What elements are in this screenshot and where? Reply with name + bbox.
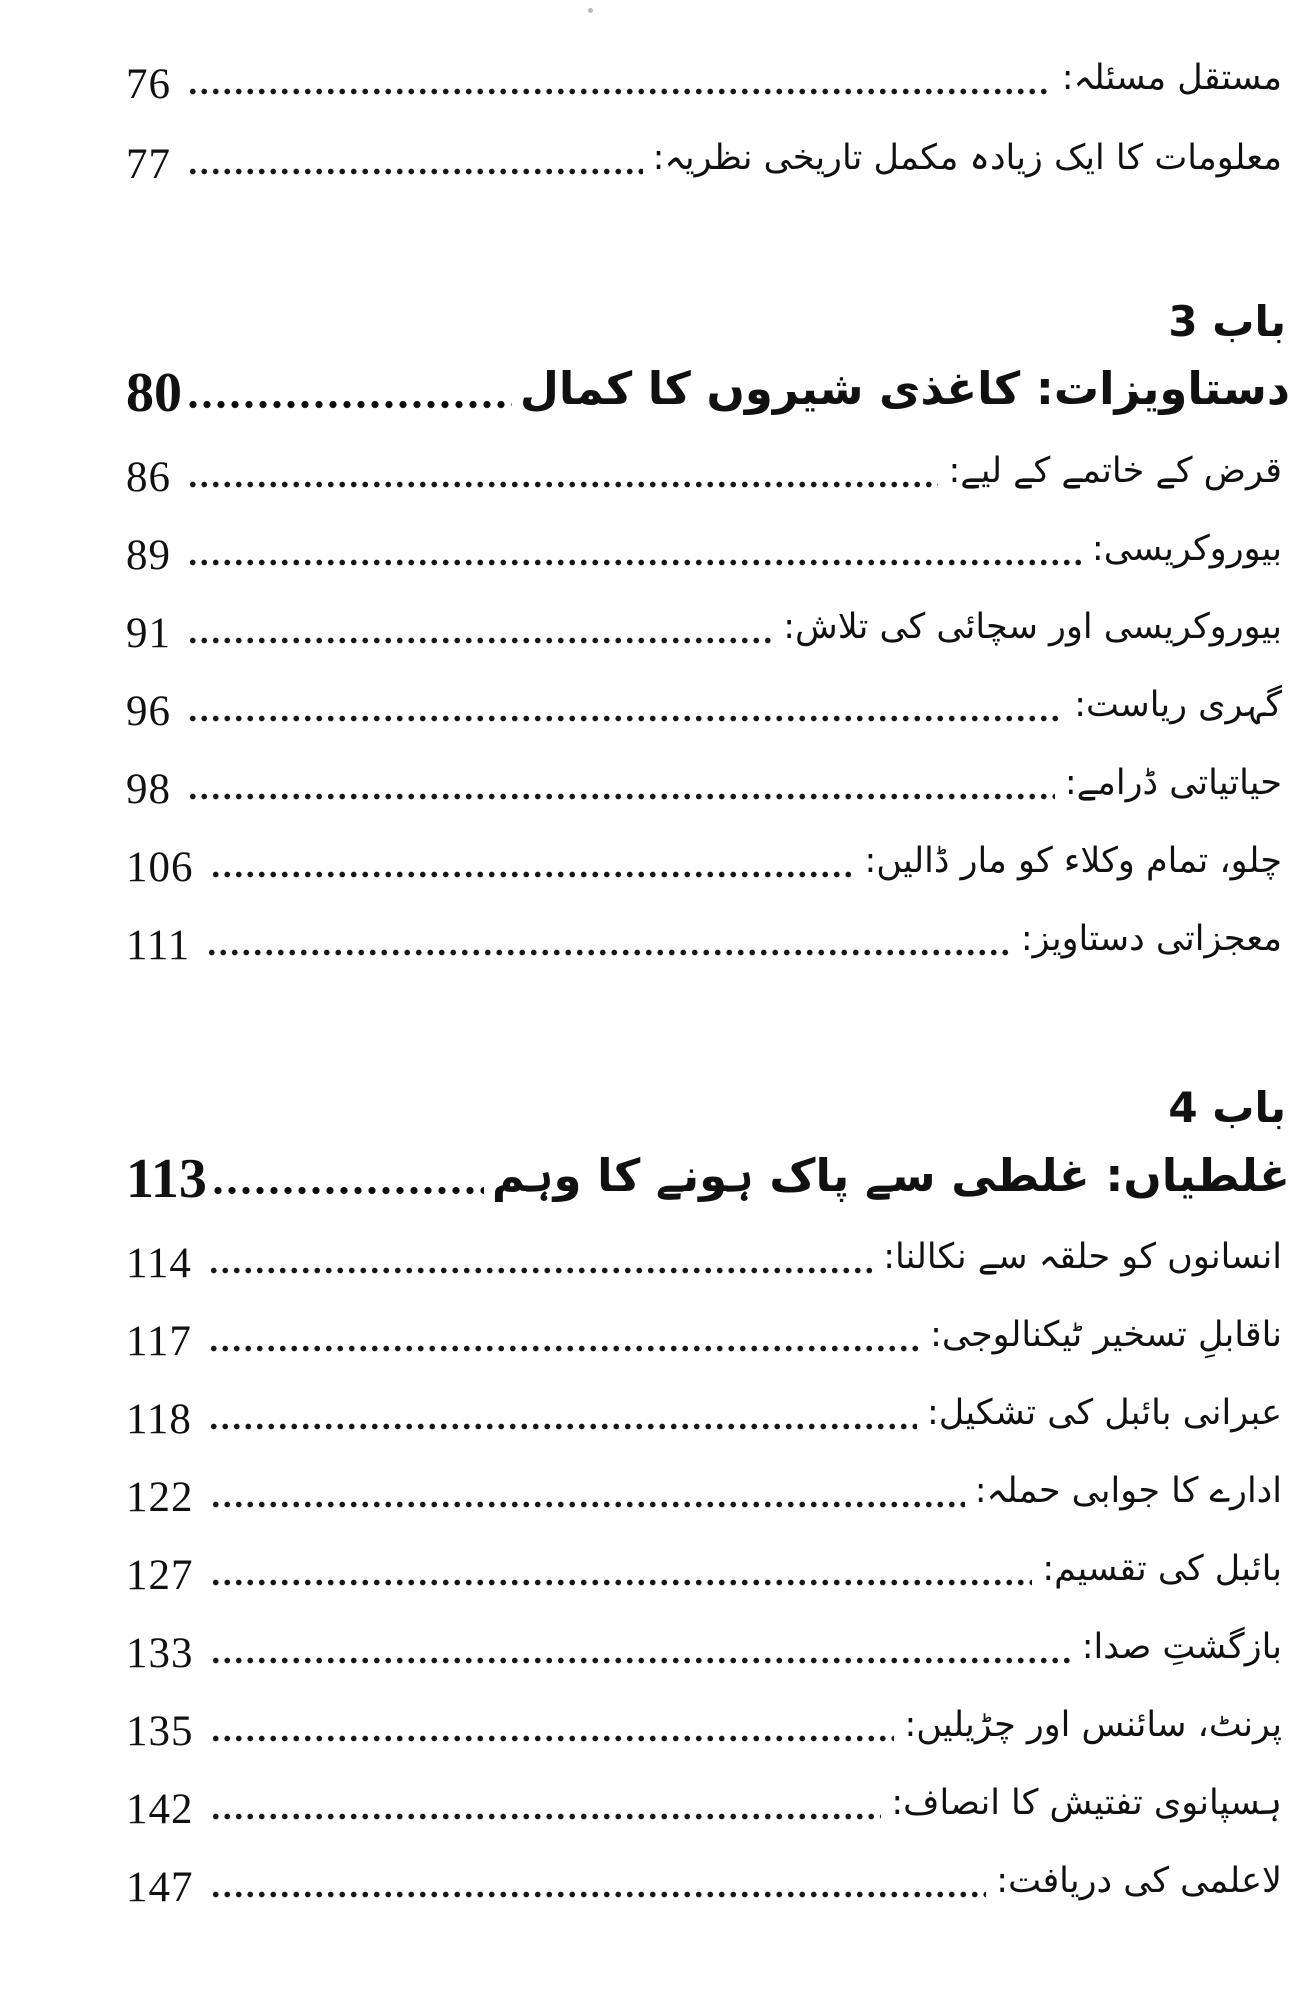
dot-leader — [208, 1267, 873, 1274]
entry-title: گہری ریاست: — [1074, 684, 1282, 725]
toc-entry — [126, 889, 1290, 970]
toc-entry — [126, 1285, 1290, 1366]
entry-title: عبرانی بائبل کی تشکیل: — [927, 1393, 1282, 1434]
dot-leader — [187, 559, 1082, 566]
dot-leader — [187, 715, 1064, 722]
dot-leader — [187, 481, 938, 488]
toc-entry — [126, 26, 1290, 106]
entry-title: انسانوں کو حلقہ سے نکالنا: — [883, 1237, 1282, 1278]
page-number: 86 — [126, 454, 171, 502]
dot-leader — [206, 949, 1011, 956]
dot-leader — [210, 871, 855, 878]
dot-leader — [187, 168, 643, 175]
toc-entry — [126, 733, 1290, 814]
toc-entry — [126, 421, 1290, 502]
page-number: 91 — [126, 610, 171, 658]
page-number: 118 — [126, 1396, 192, 1444]
page-number: 133 — [126, 1630, 194, 1678]
toc-entry — [126, 106, 1290, 186]
entry-title: مستقل مسئلہ: — [1061, 57, 1282, 98]
entry-title: معجزاتی دستاویز: — [1020, 918, 1282, 959]
chapter-title: دستاویزات: کاغذی شیروں کا کمال — [519, 362, 1290, 416]
page-number: 113 — [126, 1148, 207, 1211]
entry-title: بیوروکریسی: — [1091, 528, 1282, 569]
entry-title: حیاتیاتی ڈرامے: — [1064, 762, 1282, 803]
entry-title: چلو، تمام وکلاء کو مار ڈالیں: — [864, 840, 1282, 881]
page-number: 111 — [126, 922, 191, 970]
dot-leader — [186, 400, 512, 409]
page-number: 77 — [126, 141, 171, 188]
dot-leader — [210, 1579, 1033, 1586]
entry-title: بیوروکریسی اور سچائی کی تلاش: — [783, 606, 1282, 647]
entry-title: ناقابلِ تسخیر ٹیکنالوجی: — [930, 1315, 1282, 1356]
toc-entry — [126, 1675, 1290, 1756]
chapter-title-row — [126, 1131, 1290, 1211]
entry-title: بائبل کی تقسیم: — [1042, 1549, 1282, 1590]
page-number: 80 — [126, 362, 182, 425]
toc-entry — [126, 577, 1290, 658]
toc-entry — [126, 499, 1290, 580]
entry-title: ہسپانوی تفتیش کا انصاف: — [891, 1783, 1282, 1824]
entry-title: پرنٹ، سائنس اور چڑیلیں: — [904, 1705, 1282, 1746]
entry-title: ادارے کا جوابی حملہ: — [974, 1471, 1282, 1512]
page-number: 135 — [126, 1708, 194, 1756]
page-number: 127 — [126, 1552, 194, 1600]
toc-entry — [126, 1363, 1290, 1444]
dot-leader — [210, 1813, 882, 1820]
toc-entry — [126, 1519, 1290, 1600]
page-number: 89 — [126, 532, 171, 580]
dot-leader — [211, 1186, 484, 1195]
toc-entry — [126, 655, 1290, 736]
dot-leader — [187, 88, 1052, 95]
entry-title: معلومات کا ایک زیادہ مکمل تاریخی نظریہ: — [652, 137, 1282, 178]
entry-title: لاعلمی کی دریافت: — [996, 1861, 1282, 1902]
dot-leader — [210, 1891, 987, 1898]
dot-leader — [210, 1501, 965, 1508]
page-number: 98 — [126, 766, 171, 814]
page-number: 117 — [126, 1318, 192, 1366]
entry-title: قرض کے خاتمے کے لیے: — [948, 450, 1282, 491]
chapter-title-row — [126, 345, 1290, 425]
toc-entry — [126, 811, 1290, 892]
page-number: 76 — [126, 61, 171, 108]
chapter-heading: باب 4 — [1168, 1083, 1286, 1133]
page-number: 142 — [126, 1786, 194, 1834]
dot-leader — [210, 1657, 1072, 1664]
dot-leader — [187, 637, 773, 644]
toc-entry — [126, 1753, 1290, 1834]
dot-leader — [210, 1735, 895, 1742]
page-number: 96 — [126, 688, 171, 736]
page-number: 122 — [126, 1474, 194, 1522]
toc-entry — [126, 1831, 1290, 1912]
page-number: 147 — [126, 1864, 194, 1912]
dot-leader — [187, 793, 1055, 800]
toc-entry — [126, 1207, 1290, 1288]
toc-entry — [126, 1597, 1290, 1678]
dot-leader — [208, 1423, 917, 1430]
page-number: 106 — [126, 844, 194, 892]
toc-entry — [126, 1441, 1290, 1522]
page-number: 114 — [126, 1240, 192, 1288]
chapter-heading: باب 3 — [1168, 297, 1286, 346]
entry-title: بازگشتِ صدا: — [1081, 1627, 1282, 1668]
dot-leader — [208, 1345, 920, 1352]
scan-speck — [588, 8, 593, 13]
chapter-title: غلطیاں: غلطی سے پاک ہونے کا وہم — [491, 1148, 1290, 1202]
